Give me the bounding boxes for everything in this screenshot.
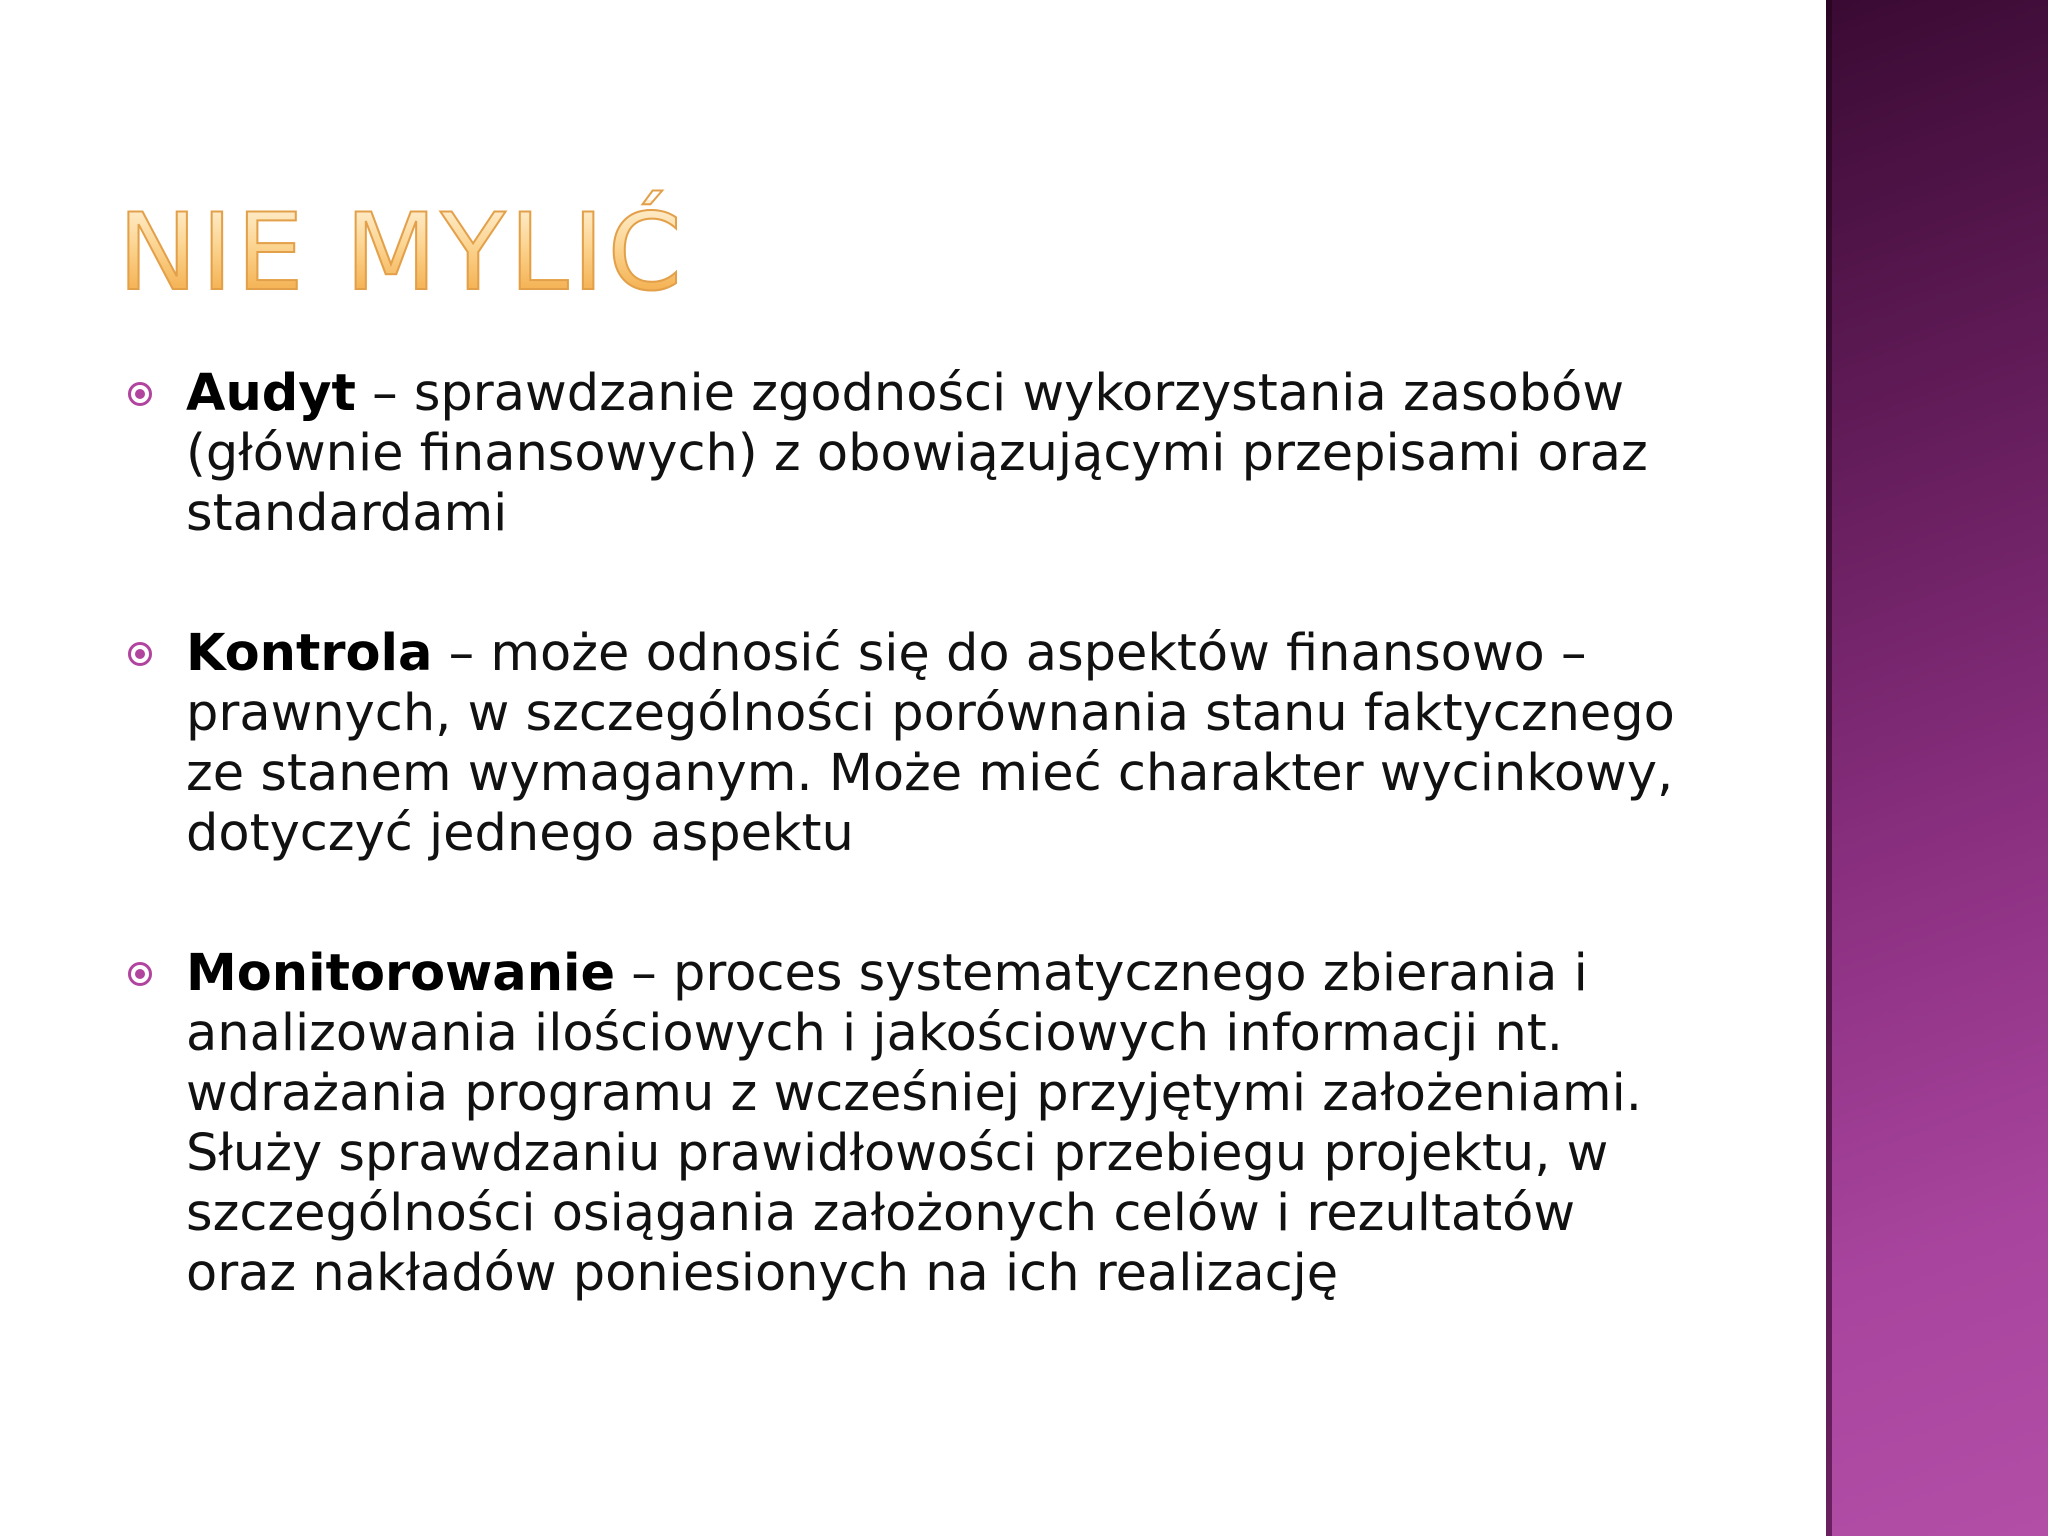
definition-text: – proces systematycznego zbierania i analizowania ilościowych i jakościowych informacji nt. wdrażania programu z wcześniej przyjętymi założeniami. Służy sprawdzaniu prawidłowości przebiegu projektu, w szczególności osiągania założonych celów i rezultatów oraz nakładów poniesionych na ich realizację — [186, 944, 1642, 1303]
bullet-list — [120, 364, 1680, 1304]
decorative-side-band — [1826, 0, 2048, 1536]
term-label: Audyt — [186, 364, 356, 423]
list-item-audyt — [120, 364, 1680, 544]
circle-dot-bullet-icon — [128, 382, 152, 406]
term-label: Kontrola — [186, 624, 433, 683]
circle-dot-bullet-icon — [128, 642, 152, 666]
definition-text: – może odnosić się do aspektów finansowo – prawnych, w szczególności porównania stanu faktycznego ze stanem wymaganym. Może mieć charakter wycinkowy, dotyczyć jednego aspektu — [186, 624, 1675, 863]
circle-dot-bullet-icon — [128, 962, 152, 986]
list-item-kontrola — [120, 624, 1680, 864]
slide-title: NIE MYLIĆ — [118, 191, 686, 314]
list-item-monitorowanie — [120, 944, 1680, 1304]
term-label: Monitorowanie — [186, 944, 616, 1003]
definition-text: – sprawdzanie zgodności wykorzystania zasobów (głównie finansowych) z obowiązującymi przepisami oraz standardami — [186, 364, 1648, 543]
